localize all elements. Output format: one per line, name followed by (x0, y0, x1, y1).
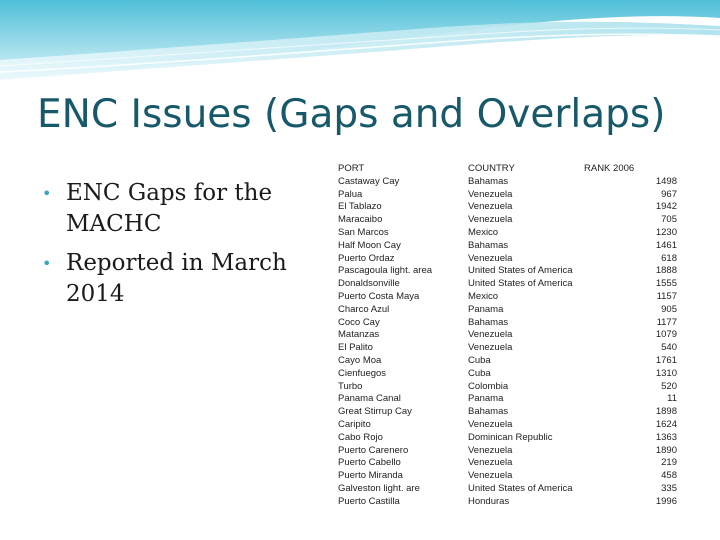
country-cell: Venezuela (468, 252, 513, 264)
rank-cell: 1890 (655, 444, 677, 456)
port-cell: Panama Canal (338, 393, 401, 405)
rank-cell: 705 (661, 214, 677, 226)
rank-cell: 1624 (655, 418, 677, 430)
bullet-dot-icon: • (42, 184, 52, 203)
rank-cell: 540 (661, 342, 677, 354)
country-cell: Bahamas (468, 175, 509, 187)
header-country: COUNTRY (468, 163, 515, 174)
country-cell: Venezuela (468, 201, 513, 213)
port-cell: San Marcos (338, 226, 389, 238)
port-cell: Palua (338, 188, 363, 200)
port-cell: El Palito (338, 342, 373, 354)
rank-cell: 1555 (655, 278, 677, 290)
country-cell: Mexico (468, 290, 499, 302)
rank-cell: 618 (661, 252, 677, 264)
port-cell: Donaldsonville (338, 278, 400, 290)
country-cell: Colombia (468, 380, 509, 392)
country-cell: Venezuela (468, 214, 513, 226)
header-port: PORT (338, 163, 365, 174)
rank-cell: 905 (661, 303, 677, 315)
country-cell: Honduras (468, 495, 510, 507)
port-cell: Matanzas (338, 329, 380, 341)
rank-cell: 1498 (655, 175, 677, 187)
rank-cell: 1310 (655, 367, 677, 379)
port-cell: Puerto Castilla (338, 495, 400, 507)
country-cell: United States of America (468, 482, 573, 494)
port-cell: Pascagoula light. area (338, 265, 433, 277)
port-cell: Great Stirrup Cay (338, 406, 412, 418)
port-cell: Turbo (338, 380, 363, 392)
rank-cell: 1888 (655, 265, 677, 277)
port-cell: Charco Azul (338, 303, 390, 315)
bullet-dot-icon: • (42, 254, 52, 273)
rank-cell: 11 (667, 393, 677, 405)
country-cell: Venezuela (468, 329, 513, 341)
country-cell: Cuba (468, 354, 491, 366)
rank-cell: 1157 (656, 290, 677, 302)
slide-title: ENC Issues (Gaps and Overlaps) (37, 92, 666, 137)
rank-cell: 1177 (656, 316, 677, 328)
bullet-text: ENC Gaps for the MACHC (66, 180, 273, 237)
rank-cell: 520 (661, 380, 677, 392)
header-rank: RANK 2006 (584, 163, 635, 174)
country-cell: Panama (468, 303, 504, 315)
rank-cell: 1898 (655, 406, 677, 418)
bullet-item (42, 248, 292, 310)
port-cell: Half Moon Cay (338, 239, 401, 251)
country-cell: Bahamas (468, 406, 509, 418)
header-wave-banner (0, 0, 720, 82)
port-cell: Puerto Cabello (338, 457, 401, 469)
country-cell: Panama (468, 393, 504, 405)
bullet-list (42, 178, 292, 318)
bullet-item (42, 178, 292, 240)
port-cell: Puerto Ordaz (338, 252, 395, 264)
country-cell: United States of America (468, 278, 573, 290)
rank-cell: 1761 (655, 354, 677, 366)
bullet-text: Reported in March 2014 (66, 250, 287, 307)
rank-cell: 458 (661, 470, 677, 482)
rank-cell: 1461 (655, 239, 677, 251)
rank-cell: 1942 (655, 201, 677, 213)
country-cell: Venezuela (468, 418, 513, 430)
country-cell: Venezuela (468, 470, 513, 482)
port-cell: Puerto Costa Maya (338, 290, 420, 302)
port-cell: Cabo Rojo (338, 431, 383, 443)
country-cell: United States of America (468, 265, 573, 277)
country-cell: Mexico (468, 226, 499, 238)
rank-cell: 1230 (655, 226, 677, 238)
port-cell: Galveston light. are (338, 482, 420, 494)
port-cell: Castaway Cay (338, 175, 400, 187)
port-cell: Coco Cay (338, 316, 380, 328)
port-cell: Puerto Miranda (338, 470, 403, 482)
country-cell: Bahamas (468, 316, 509, 328)
rank-cell: 1363 (655, 431, 677, 443)
country-cell: Venezuela (468, 457, 513, 469)
country-cell: Venezuela (468, 188, 513, 200)
country-cell: Venezuela (468, 444, 513, 456)
port-cell: Cienfuegos (338, 367, 387, 379)
country-cell: Dominican Republic (468, 431, 553, 443)
port-cell: Caripito (338, 418, 371, 430)
country-cell: Cuba (468, 367, 491, 379)
port-cell: El Tablazo (338, 201, 382, 213)
port-cell: Cayo Moa (338, 354, 382, 366)
port-cell: Maracaibo (338, 214, 383, 226)
rank-cell: 335 (661, 482, 677, 494)
rank-cell: 1079 (655, 329, 677, 341)
port-cell: Puerto Carenero (338, 444, 409, 456)
rank-cell: 219 (661, 457, 677, 469)
rank-cell: 967 (661, 188, 677, 200)
country-cell: Venezuela (468, 342, 513, 354)
rank-cell: 1996 (655, 495, 677, 507)
country-cell: Bahamas (468, 239, 509, 251)
